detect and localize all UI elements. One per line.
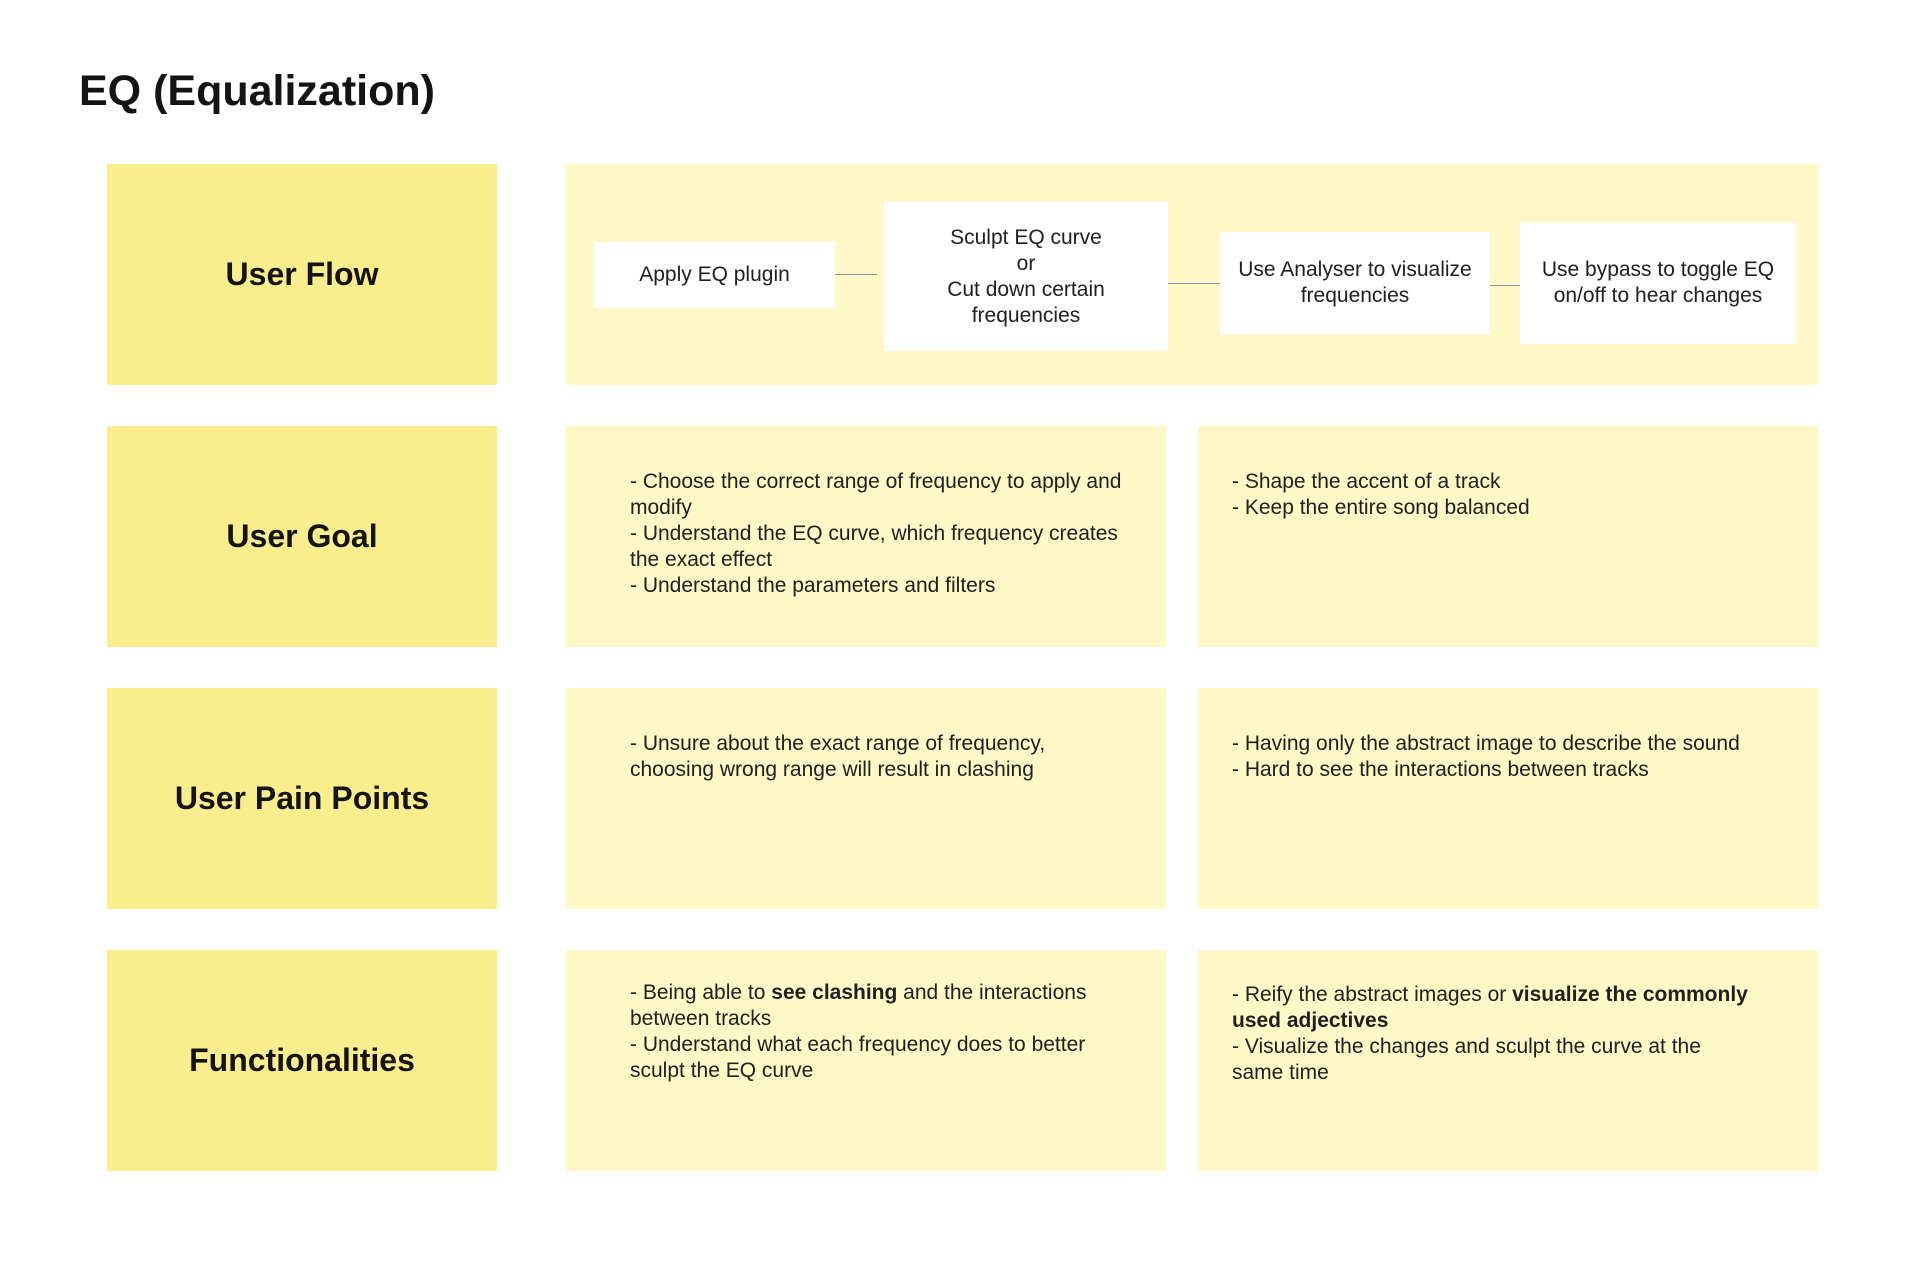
flow-connector — [835, 274, 877, 275]
list-item: - Hard to see the interactions between tracks — [1232, 758, 1649, 781]
bullet-list — [630, 731, 1122, 783]
list-item: - Unsure about the exact range of frequency, choosing wrong range will result in clashing — [630, 732, 1046, 781]
list-item: - Visualize the changes and sculpt the curve at the same time — [1232, 1035, 1701, 1084]
bullet-list — [630, 980, 1122, 1084]
bullet-list — [1232, 982, 1758, 1086]
bullet-list — [1232, 731, 1758, 783]
label-user-pain-points: User Pain Points — [107, 688, 497, 909]
flow-step-use-analyser: Use Analyser to visualize frequencies — [1220, 232, 1490, 334]
list-item: - Choose the correct range of frequency to apply and modify — [630, 470, 1122, 519]
label-user-goal: User Goal — [107, 426, 497, 647]
list-item: - Having only the abstract image to describe the sound — [1232, 732, 1740, 755]
functionalities-card-1 — [566, 950, 1166, 1171]
bullet-list — [630, 469, 1122, 599]
flow-connector — [1490, 285, 1520, 286]
user-flow-panel — [566, 164, 1818, 385]
list-item: - Keep the entire song balanced — [1232, 496, 1530, 519]
user-goal-card-1 — [566, 426, 1166, 647]
label-functionalities: Functionalities — [107, 950, 497, 1171]
pain-points-card-2 — [1198, 688, 1818, 909]
list-item: - Shape the accent of a track — [1232, 470, 1501, 493]
list-item: - Understand what each frequency does to better sculpt the EQ curve — [630, 1033, 1086, 1082]
list-item: - Understand the EQ curve, which frequency creates the exact effect — [630, 522, 1118, 571]
functionalities-card-2 — [1198, 950, 1818, 1171]
flow-connector — [1168, 283, 1220, 284]
flow-step-use-bypass: Use bypass to toggle EQ on/off to hear changes — [1520, 222, 1796, 344]
label-user-flow: User Flow — [107, 164, 497, 385]
list-item: - Reify the abstract images or visualize the commonly used adjectives — [1232, 983, 1748, 1032]
page-title: EQ (Equalization) — [79, 67, 435, 115]
flow-step-sculpt-curve: Sculpt EQ curve or Cut down certain frequencies — [884, 202, 1168, 351]
bullet-list — [1232, 469, 1758, 521]
list-item: - Being able to see clashing and the interactions between tracks — [630, 981, 1087, 1030]
user-goal-card-2 — [1198, 426, 1818, 647]
flow-step-apply-eq: Apply EQ plugin — [594, 242, 835, 308]
list-item: - Understand the parameters and filters — [630, 574, 996, 597]
pain-points-card-1 — [566, 688, 1166, 909]
